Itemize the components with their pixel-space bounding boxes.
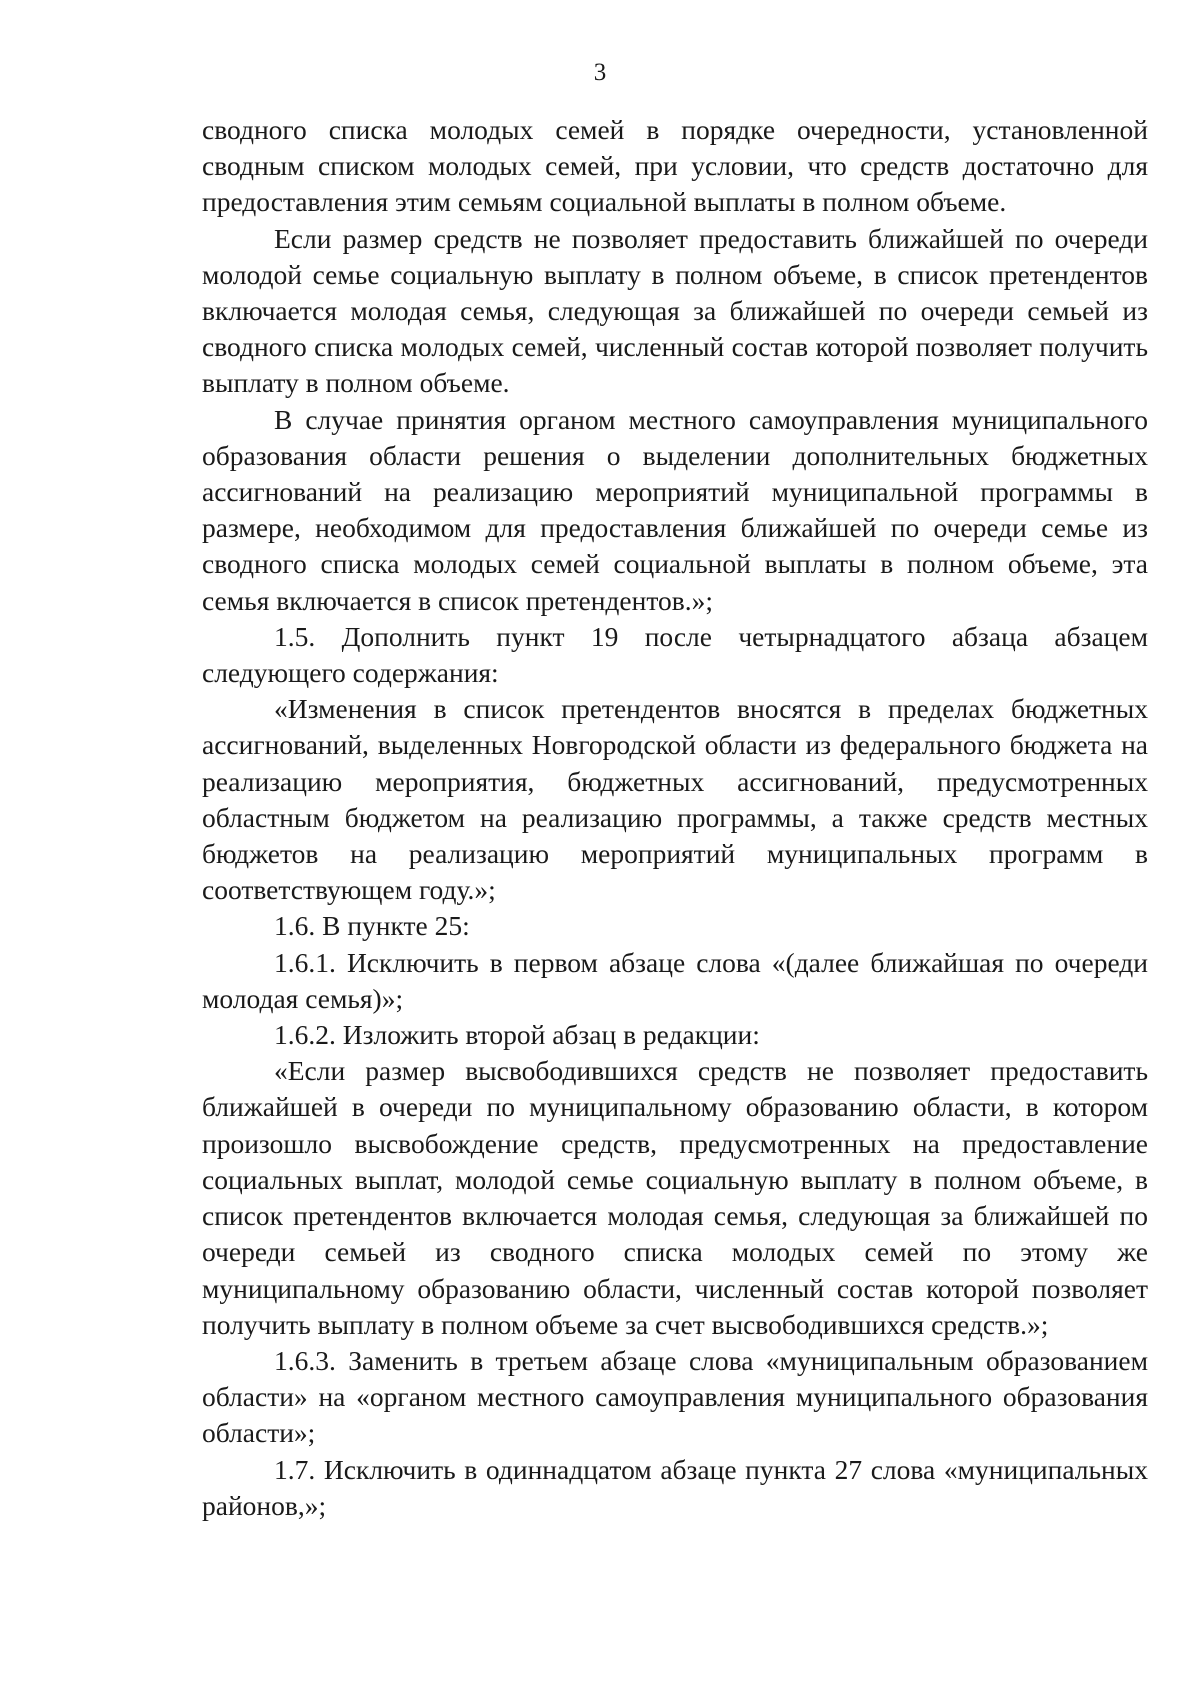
paragraph-item-1-6-1: 1.6.1. Исключить в первом абзаце слова «(далее ближайшая по очереди молодая семья)»;: [202, 946, 1148, 1014]
page-number: 3: [593, 59, 607, 86]
paragraph-additional-allocations: В случае принятия органом местного самоуправления муниципального образования области решения о выделении дополнительных бюджетных ассигнований на реализацию мероприятий муниципальной программы в размере, необходимом для предоставления ближайшей по очереди семье из сводного списка молодых семей социальной выплаты в полном объеме, эта семья включается в список претендентов.»;: [202, 403, 1148, 616]
paragraph-item-1-5-quote: «Изменения в список претендентов вносятся в пределах бюджетных ассигнований, выделенных Новгородской области из федерального бюджета на реализацию мероприятия, бюджетных ассигнований, предусмотренных областным бюджетом на реализацию программы, а также средств местных бюджетов на реализацию мероприятий муниципальных программ в соответствующем году.»;: [202, 693, 1148, 906]
paragraph-item-1-7: 1.7. Исключить в одиннадцатом абзаце пункта 27 слова «муниципальных районов,»;: [202, 1453, 1148, 1521]
paragraph-item-1-6-2-quote: «Если размер высвободившихся средств не позволяет предоставить ближайшей в очереди по муниципальному образованию области, в котором произошло высвобождение средств, предусмотренных на предоставление социальных выплат, молодой семье социальную выплату в полном объеме, в список претендентов включается молодая семья, следующая за ближайшей по очереди семьей из сводного списка молодых семей по этому же муниципальному образованию области, численный состав которой позволяет получить выплату в полном объеме за счет высвободившихся средств.»;: [202, 1055, 1148, 1340]
paragraph-item-1-6-2: 1.6.2. Изложить второй абзац в редакции:: [274, 1019, 760, 1051]
paragraph-item-1-5: 1.5. Дополнить пункт 19 после четырнадцатого абзаца абзацем следующего содержания:: [202, 620, 1148, 689]
paragraph-continuation: сводного списка молодых семей в порядке очередности, установленной сводным списком молодых семей, при условии, что средств достаточно для предоставления этим семьям социальной выплаты в полном объеме.: [202, 114, 1148, 218]
paragraph-insufficient-funds: Если размер средств не позволяет предоставить ближайшей по очереди молодой семье социальную выплату в полном объеме, в список претендентов включается молодая семья, следующая за ближайшей по очереди семьей из сводного списка молодых семей, численный состав которой позволяет получить выплату в полном объеме.: [202, 222, 1148, 399]
paragraph-item-1-6: 1.6. В пункте 25:: [274, 910, 470, 942]
document-body: [202, 112, 1148, 1524]
paragraph-item-1-6-3: 1.6.3. Заменить в третьем абзаце слова «муниципальным образованием области» на «органом местного самоуправления муниципального образования области»;: [202, 1344, 1148, 1449]
